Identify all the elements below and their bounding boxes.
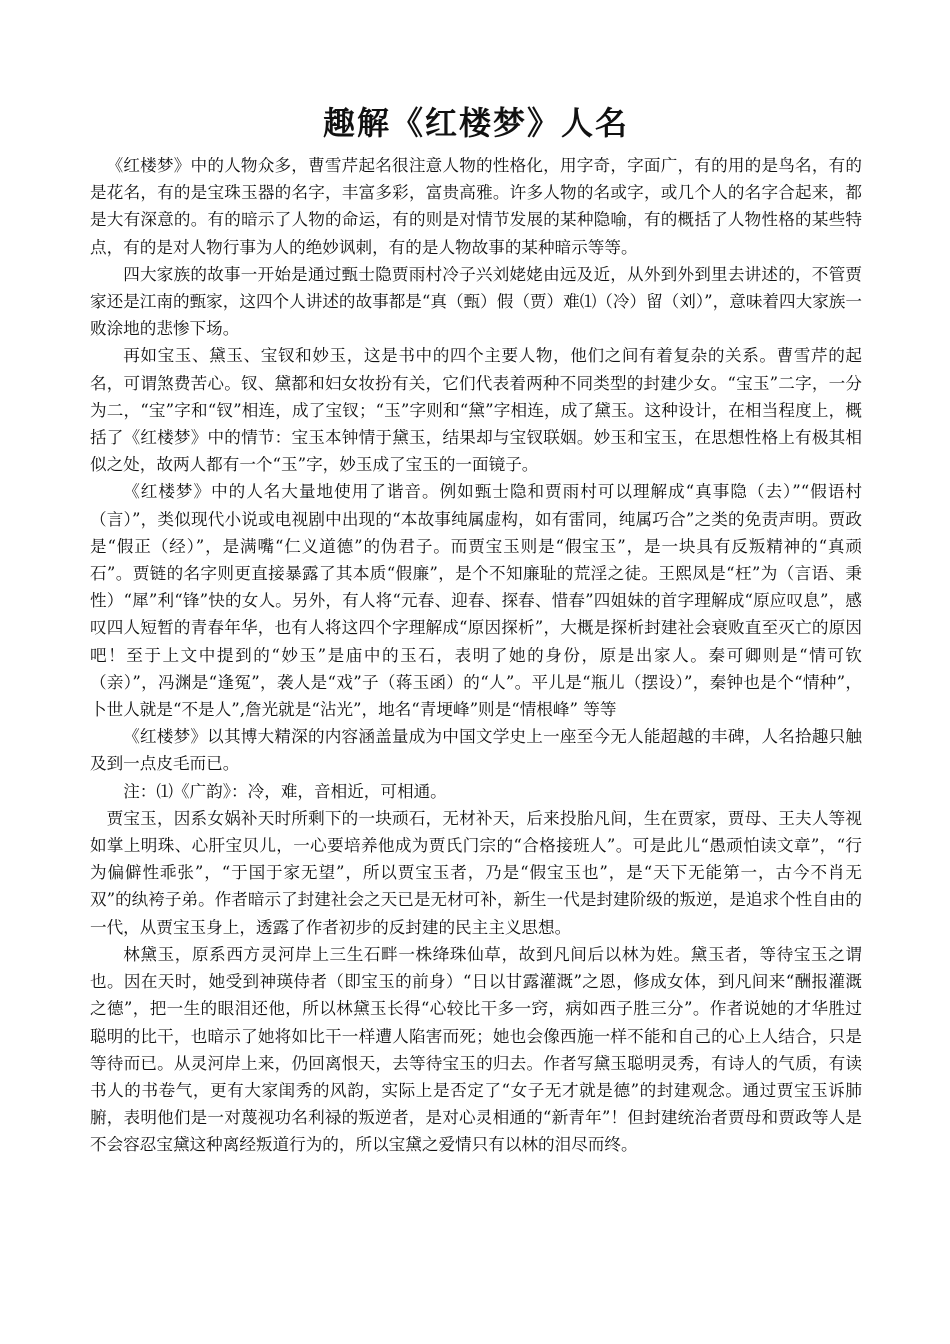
paragraph-main-characters: 再如宝玉、黛玉、宝钗和妙玉，这是书中的四个主要人物，他们之间有着复杂的关系。曹雪芹的起名，可谓煞费苦心。钗、黛都和妇女妆扮有关，它们代表着两种不同类型的封建少女。“宝玉”二字，一分为二，“宝”字和“钗”相连，成了宝钗；“玉”字则和“黛”字相连，成了黛玉。这种设计，在相当程度上，概括了《红楼梦》中的情节：宝玉本钟情于黛玉，结果却与宝钗联姻。妙玉和宝玉，在思想性格上有极其相似之处，故两人都有一个“玉”字，妙玉成了宝玉的一面镜子。 (90, 346, 862, 475)
document-page (90, 98, 862, 1159)
document-title: 趣解《红楼梦》人名 (322, 104, 629, 142)
paragraph-conclusion: 《红楼梦》以其博大精深的内容涵盖量成为中国文学史上一座至今无人能超越的丰碑，人名拾趣只触及到一点皮毛而已。 (90, 727, 862, 774)
paragraph-intro: 《红楼梦》中的人物众多，曹雪芹起名很注意人物的性格化，用字奇，字面广，有的用的是鸟名，有的是花名，有的是宝珠玉器的名字，丰富多彩，富贵高雅。许多人物的名或字，或几个人的名字合起来，都是大有深意的。有的暗示了人物的命运，有的则是对情节发展的某种隐喻，有的概括了人物性格的某些特点，有的是对人物行事为人的绝妙讽刺，有的是人物故事的某种暗示等等。 (90, 156, 862, 257)
paragraph-footnote: 注：⑴《广韵》：冷，难，音相近，可相通。 (123, 781, 447, 801)
paragraph-lin-daiyu: 林黛玉，原系西方灵河岸上三生石畔一株绛珠仙草，故到凡间后以林为姓。黛玉者，等待宝玉之谓也。因在天时，她受到神瑛侍者（即宝玉的前身）“日以甘露灌溉”之恩，修成女体，到凡间来“酬报灌溉之德”，把一生的眼泪还他，所以林黛玉长得“心较比干多一窍，病如西子胜三分”。作者说她的才华胜过聪明的比干，也暗示了她将如比干一样遭人陷害而死；她也会像西施一样不能和自己的心上人结合，只是等待而已。从灵河岸上来，仍回离恨天，去等待宝玉的归去。作者写黛玉聪明灵秀，有诗人的气质，有读书人的书卷气，更有大家闺秀的风韵，实际上是否定了“女子无才就是德”的封建观念。通过贾宝玉诉肺腑，表明他们是一对蔑视功名利禄的叛逆者，是对心灵相通的“新青年”！但封建统治者贾母和贾政等人是不会容忍宝黛这种离经叛道行为的，所以宝黛之爱情只有以林的泪尽而终。 (90, 944, 862, 1155)
paragraph-jia-baoyu: 贾宝玉，因系女娲补天时所剩下的一块顽石，无材补天，后来投胎凡间，生在贾家，贾母、王夫人等视如掌上明珠、心肝宝贝儿，一心要培养他成为贾氏门宗的“合格接班人”。可是此儿“愚顽怕读文章”，“行为偏僻性乖张”，“于国于家无望”，所以贾宝玉者，乃是“假宝玉也”，是“天下无能第一，古今不肖无双”的纨袴子弟。作者暗示了封建社会之天已是无材可补，新生一代是封建阶级的叛逆，是追求个性自由的一代，从贾宝玉身上，透露了作者初步的反封建的民主主义思想。 (90, 808, 862, 937)
paragraph-homophones: 《红楼梦》中的人名大量地使用了谐音。例如甄士隐和贾雨村可以理解成“真事隐（去）”“假语村（言）”，类似现代小说或电视剧中出现的“本故事纯属虚构，如有雷同，纯属巧合”之类的免责声明。贾政是“假正（经）”，是满嘴“仁义道德”的伪君子。而贾宝玉则是“假宝玉”，是一块具有反叛精神的“真顽石”。贾链的名字则更直接暴露了其本质“假廉”，是个不知廉耻的荒淫之徒。王熙凤是“枉”为（言语、秉性）“犀”利“锋”快的女人。另外，有人将“元春、迎春、探春、惜春”四姐妹的首字理解成“原应叹息”，感叹四人短暂的青春年华，也有人将这四个字理解成“原因探析”，大概是探析封建社会衰败直至灭亡的原因吧！至于上文中提到的“妙玉”是庙中的玉石，表明了她的身份，原是出家人。秦可卿则是“情可钦（亲）”，冯渊是“逢冤”，袭人是“戏”子（蒋玉函）的“人”。平儿是“瓶儿（摆设）”，秦钟也是个“情种”，卜世人就是“不是人”,詹光就是“沾光”，地名“青埂峰”则是“情根峰” 等等 (90, 482, 862, 720)
paragraph-four-families: 四大家族的故事一开始是通过甄士隐贾雨村冷子兴刘姥姥由远及近，从外到外到里去讲述的，不管贾家还是江南的甄家，这四个人讲述的故事都是“真（甄）假（贾）难⑴（冷）留（刘）”，意味着四大家族一败涂地的悲惨下场。 (90, 264, 862, 339)
